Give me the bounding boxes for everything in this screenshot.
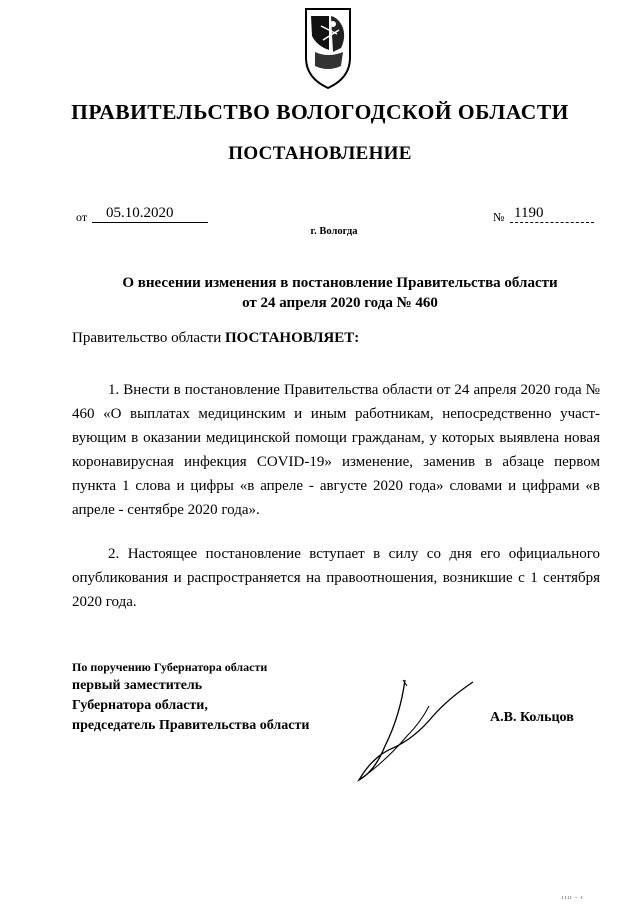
paragraph-1: 1. Внести в постановление Правительства области от 24 апреля 2020 года № 460 «О выплатах медицинским и иным работникам, непосредственно участ-вующим в оказании медицинской помощи гражданам, у которых выявлена новая коронавирусная инфекция COVID-19» изменение, заменив в абзаце первом пункта 1 слова и цифры «в апреле - августе 2020 года» словами и цифрами «в апреле - сентябре 2020 года». (72, 382, 600, 518)
paragraph-2: 2. Настоящее постановление вступает в силу со дня его официального опубликования и распространяется на правоотношения, возникшие с 1 сентября 2020 года. (72, 546, 600, 610)
preamble (72, 330, 359, 347)
coat-of-arms-icon (303, 6, 353, 90)
document-subject (60, 273, 620, 313)
footer-mark: ıııı - ı (562, 895, 584, 901)
signatory-line-2: первый заместитель (72, 678, 203, 693)
subject-line-1: О внесении изменения в постановление Правительства области (122, 275, 558, 291)
preamble-text: Правительство области (72, 330, 222, 346)
city: г. Вологда (310, 226, 358, 237)
signatory-line-4: председатель Правительства области (72, 718, 310, 733)
subject-line-2: от 24 апреля 2020 года № 460 (242, 295, 438, 311)
document-number: 1190 (510, 205, 594, 223)
number-prefix: № (493, 210, 505, 224)
signatory-title (72, 658, 309, 736)
document-type: ПОСТАНОВЛЕНИЕ (228, 143, 412, 164)
preamble-verb: ПОСТАНОВЛЯЕТ: (224, 330, 360, 346)
document-date: 05.10.2020 (92, 205, 208, 223)
organization-title: ПРАВИТЕЛЬСТВО ВОЛОГОДСКОЙ ОБЛАСТИ (71, 100, 569, 124)
signatory-line-1: По поручению Губернатора области (72, 660, 268, 674)
handwritten-signature-icon (345, 676, 485, 786)
date-prefix: от (76, 210, 88, 224)
signatory-name: А.В. Кольцов (490, 710, 574, 725)
signatory-line-3: Губернатора области, (72, 698, 208, 713)
